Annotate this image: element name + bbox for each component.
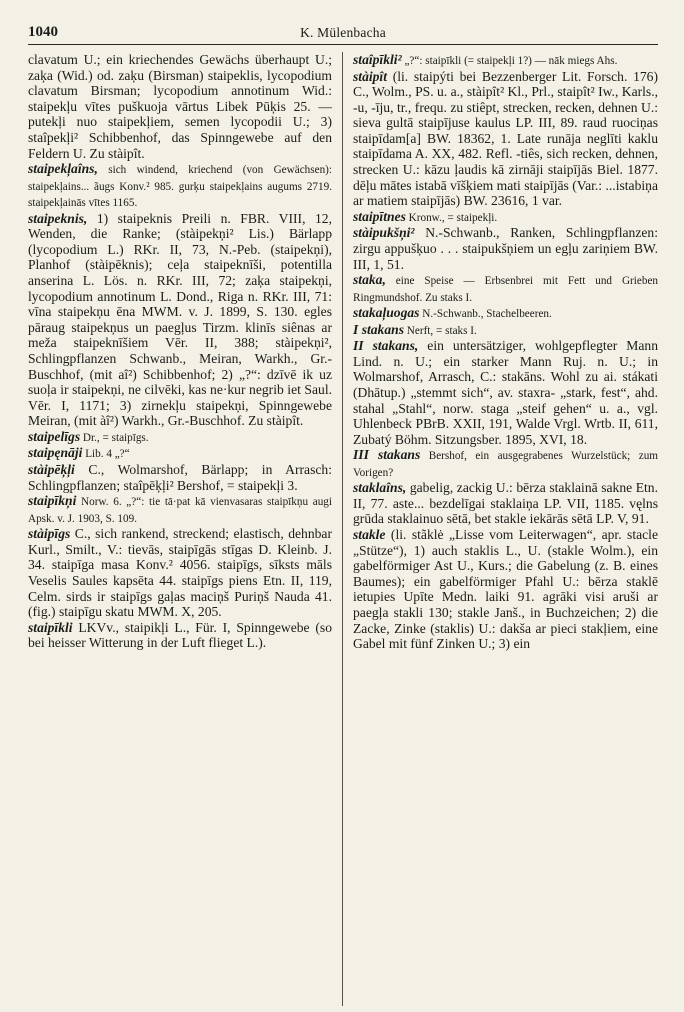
entry-text: ein untersätziger, wohlgepflegter Mann Lind. n. U.; ein starker Mann Ruj. n. U.; in Wolmarshof, Arrasch, C.: stakāns. Wohl zu ai. stákati (Dhātup.) „stemmt sich“, av. staxra- „stark, fest“, ahd. stahal „Stahl“, norw. staga „steif gehen“ u. a., vgl. Uhlenbeck PBrB. XXII, 191, Walde Vrgl. Wrtb. II, 611, Zubatý Böhm. Sitzungsber. 1895, XVI, 18.	[353, 338, 658, 447]
entry-text: C., Wolmarshof, Bärlapp; in Arrasch: Schlingpflanzen; staîpēķļi² Bershof, = staipekļi 3.	[28, 461, 332, 493]
entry-headword: stàipît	[353, 68, 387, 84]
dictionary-entry	[28, 493, 332, 526]
entry-text: Kronw., = staipekļi.	[405, 211, 498, 224]
dictionary-entry	[28, 620, 332, 651]
entry-text: C., sich rankend, streckend; elastisch, dehnbar Kurl., Smilt., V.: tievās, staipīgās stīgas D. Kleinb. J. 34. staipīga masa Konv.² 4056. staipīgs, sīksts māls Veselis Saules kapsēta 44. staipīgs piens Etn. II, 119, Celm. sirds ir staipīgs gaļas maciņš Puriņš Nauda 41. (fig.) staipīgu skatu MWM. X, 205.	[28, 526, 332, 620]
page-number: 1040	[28, 24, 58, 40]
entry-headword: I stakans	[353, 321, 404, 337]
running-head: K. Mülenbacha	[300, 25, 386, 40]
entry-headword: stàipīgs	[28, 526, 71, 542]
entry-text: Bershof, ein ausgegrabenes Wurzelstück; zum Vorigen?	[353, 450, 658, 479]
dictionary-entry	[353, 527, 658, 652]
dictionary-entry	[28, 211, 332, 429]
dictionary-entry	[353, 322, 658, 339]
entry-text: gabelig, zackig U.: bērza staklainā sakne Etn. II, 77. aste... bezdelīgai staklaiņa LP. VII, 1185. vęlns grūda staklainuo sētā, bet stakle iekārās sētā LP. V, 91.	[353, 480, 658, 527]
entry-headword: staklaîns,	[353, 480, 407, 496]
right-column	[343, 52, 658, 1006]
dictionary-entry	[353, 69, 658, 209]
header-rule	[28, 44, 658, 45]
entry-headword: staka,	[353, 272, 386, 288]
dictionary-entry	[28, 462, 332, 493]
text-columns	[28, 52, 658, 1006]
entry-headword: staipeknis,	[28, 210, 88, 226]
dictionary-entry	[28, 429, 332, 446]
entry-text: N.-Schwanb., Ranken, Schlingpflanzen: zirgu appušķuo . . . staipukšņiem un egļu zariņiem BW. III, 1, 51.	[353, 225, 658, 272]
entry-headword: stàipēķļi	[28, 461, 75, 477]
entry-text: sich windend, kriechend (von Gewächsen): staipekļains... ãugs Konv.² 985. gurķu staipekļains augums 2719. staipekļainās vītes 1165.	[28, 164, 332, 210]
entry-headword: staipęnāji	[28, 445, 83, 461]
dictionary-entry	[353, 225, 658, 272]
entry-text: clavatum U.; ein kriechendes Gewächs überhaupt U.; zaķa (Wid.) od. zaķu (Birsman) staipeklis, lycopodium clavatum Birsman; lycopodium annotinum Wid.: staipekļu vītes puškuoja vārtus Libek Pūķis 25. — putekļi nuo staipekļiem, semen lycopodii U.; 3) staîpekļi² Schibbenhof, das Spinngewebe auf den Feldern U. Zu stàipît.	[28, 52, 332, 161]
entry-text: Nerft, = staks I.	[404, 324, 477, 337]
dictionary-entry	[353, 480, 658, 527]
entry-text: (li. staipýti bei Bezzenberger Lit. Forsch. 176) C., Wolm., PS. u. a., stàipît² Kl., Prl., staipît² Iw., Karls., -u, -īju, tr., frequ. zu stiêpt, strecken, recken, dehnen U.: sieva gultā staipījuse kaulus LP. III, 89. raud ruociņas staipīdam[a] BW. 18362, 1. Late runāja neglīti kaklu staipīdama A. XX, 482. Refl. -tiês, sich recken, dehnen, strecken U.: kāzu ļaudis kā zirnāji staipījās Biel. 1877. dēļu mātes istabā vīšķiem mati staipījās (Var.: ...istabiņa ar matiem staipījās) BW. 23616, 1 var.	[353, 68, 658, 209]
entry-headword: II stakans,	[353, 338, 419, 354]
dictionary-entry	[28, 161, 332, 211]
dictionary-entry	[353, 338, 658, 447]
entry-headword: stakaļuogas	[353, 305, 420, 321]
entry-headword: staipītnes	[353, 208, 406, 224]
continued-text	[28, 52, 332, 161]
entry-headword: III stakans	[353, 447, 421, 463]
entry-headword: staipekļaîns,	[28, 161, 98, 177]
dictionary-entry	[353, 305, 658, 322]
entry-text: LKVv., staipikļi L., Für. I, Spinngewebe (so bei heisser Witterung in der Luft flieget L.).	[28, 619, 332, 651]
entry-text: 1) staipeknis Preili n. FBR. VIII, 12, Wenden, die Ranke; (stàipekņi² Lis.) Bärlapp (lycopodium L.) RKr. II, 73, N.-Peb. (staipekņi), Planhof (stàipēknis); ceļa staipeknīši, potentilla anserina L. Lös. n. RKr. III, 72; zaķa staipekņi, lycopodium annotinum L. Dond., Riga n. RKr. III, 71: vīna staipekņu ēna MWM. v. J. 1899, S. 130. egles pāraug staipekņus un paegļus Tirzm. klinīs siênas ar meža staipeknīšiem Vēr. II, 388; stàipekņi², Schlingpflanzen Schwanb., Meiran, Warkh., Gr.-Buschhof, (mit aî²) Schibbenhof; 2) „?“: dzīvē ik uz suoļa ir staipekņi, ne cilvēki, kas ne·kur negrib iet Saul. Vēr. I, 1171; 3) zirnekļu staipekņi, Spinngewebe Meiran, (mit àî²) Warkh., Gr.-Buschhof. Zu stàipît.	[28, 210, 332, 429]
entry-headword: staîpīkli²	[353, 52, 402, 67]
entry-headword: staipelīgs	[28, 428, 81, 444]
entry-text: (li. stãklė „Lisse vom Leiterwagen“, apr. stacle „Stütze“), 1) auch staklis L., U. (stakle Wolm.), ein gabelförmiger Ast U., Kurs.; die Gabelung (z. B. eines Baumes); ein gabelförmiger Pfahl U.: bērza staklē ietupies Upīte Medn. laiki 91. agrāki visi aruši ar paegļa stakli 130; stakle Janš., in Buchzeichen; 2) die Zacke, Zinke (staklis) U.: dakša ar pieci stakļiem, eine Gabel mit fünf Zinken U.; 3) ein	[353, 527, 658, 652]
entry-text: „?“: staipīkli (= staipekļi 1?) — nāk miegs Ahs.	[401, 55, 618, 67]
dictionary-entry	[353, 209, 658, 226]
dictionary-entry	[28, 526, 332, 620]
dictionary-entry	[28, 445, 332, 462]
page-header	[28, 0, 658, 40]
entry-text: Lib. 4 „?“	[82, 448, 130, 461]
entry-text: N.-Schwanb., Stachelbeeren.	[419, 308, 552, 321]
entry-text: Norw. 6. „?“: tie tā·pat kā vienvasaras staipīkņu augi Apsk. v. J. 1903, S. 109.	[28, 496, 332, 525]
entry-headword: stàipukšņi²	[353, 225, 415, 241]
entry-headword: staipīkli	[28, 619, 73, 635]
dictionary-entry	[353, 447, 658, 480]
dictionary-entry	[353, 272, 658, 305]
dictionary-entry	[353, 52, 658, 69]
entry-text: Dr., = staipīgs.	[80, 431, 149, 444]
entry-text: eine Speise — Erbsenbrei mit Fett und Grieben Ringmundshof. Zu staks I.	[353, 275, 658, 304]
entry-headword: staipīkņi	[28, 493, 77, 509]
entry-headword: stakle	[353, 527, 386, 543]
left-column	[28, 52, 343, 1006]
